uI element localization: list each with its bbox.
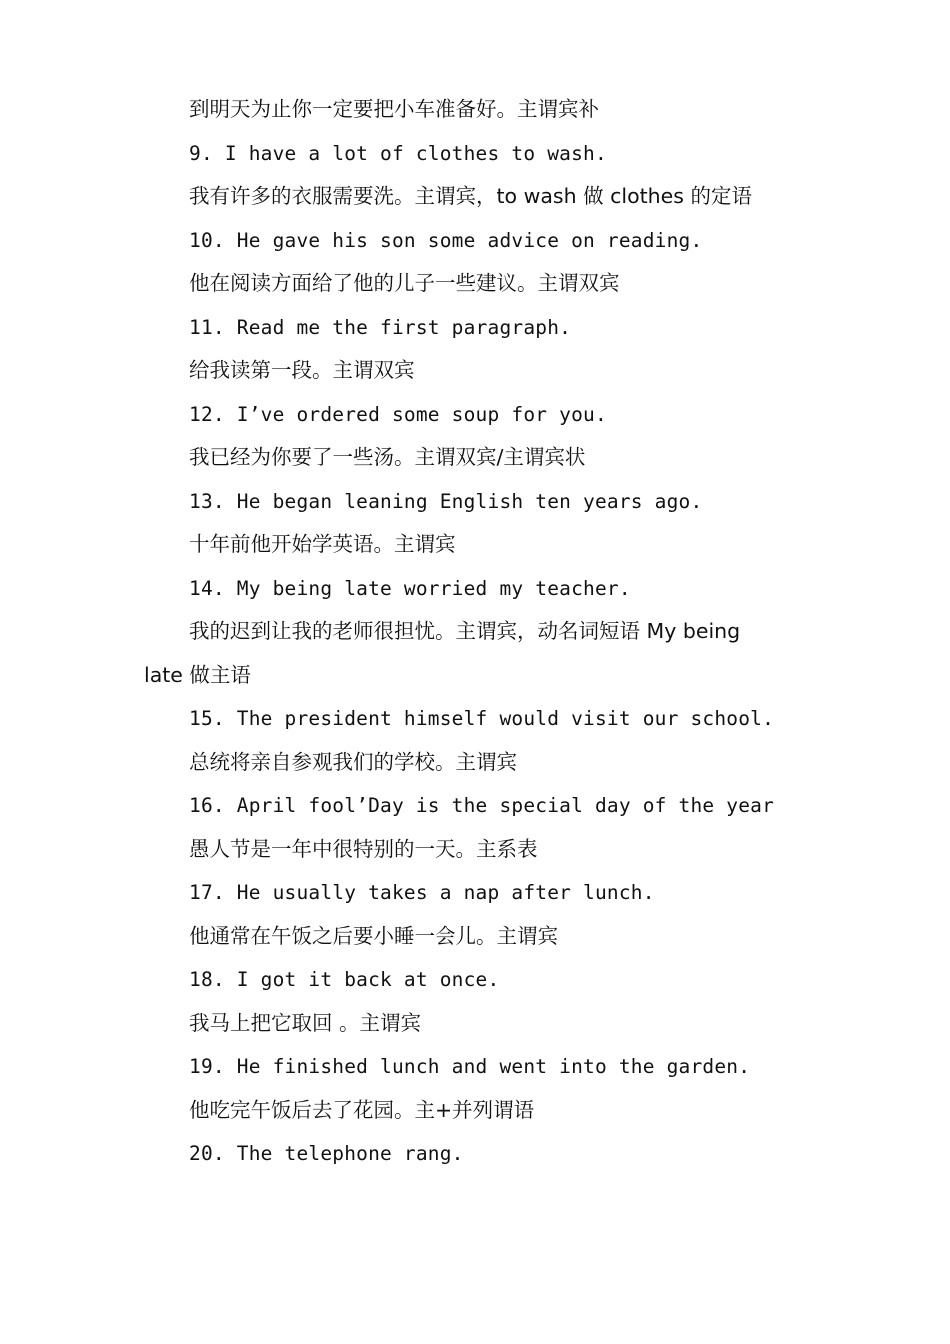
text-line: 他在阅读方面给了他的儿子一些建议。主谓双宾	[189, 271, 620, 295]
text-line: 总统将亲自参观我们的学校。主谓宾	[189, 749, 517, 774]
text-line: 17. He usually takes a nap after lunch.	[189, 881, 655, 904]
text-line: 20. The telephone rang.	[189, 1142, 464, 1165]
text-line: 我有许多的衣服需要洗。主谓宾，to wash 做 clothes 的定语	[189, 184, 752, 208]
text-line: 到明天为止你一定要把小车准备好。主谓宾补	[189, 97, 599, 121]
text-line: 14. My being late worried my teacher.	[189, 576, 631, 600]
text-line: 18. I got it back at once.	[189, 968, 500, 991]
text-line: 11. Read me the first paragraph.	[189, 315, 572, 339]
text-line: 我马上把它取回 。主谓宾	[189, 1010, 422, 1035]
text-line: 我已经为你要了一些汤。主谓双宾/主谓宾状	[189, 445, 586, 469]
text-line: 12. I’ve ordered some soup for you.	[189, 402, 607, 426]
text-line: late 做主语	[144, 662, 251, 687]
text-line: 十年前他开始学英语。主谓宾	[189, 532, 456, 556]
text-line: 他吃完午饭后去了花园。主+并列谓语	[189, 1097, 535, 1122]
text-line: 9. I have a lot of clothes to wash.	[189, 141, 607, 165]
text-line: 16. April fool’Day is the special day of the year	[189, 794, 775, 817]
text-line: 13. He began leaning English ten years ago.	[189, 489, 703, 513]
text-line: 愚人节是一年中很特别的一天。主系表	[189, 836, 538, 861]
text-line: 他通常在午饭之后要小睡一会儿。主谓宾	[189, 923, 558, 948]
text-line: 我的迟到让我的老师很担忧。主谓宾，动名词短语 My being	[189, 619, 741, 643]
text-line: 19. He finished lunch and went into the garden.	[189, 1055, 751, 1078]
document-body	[0, 88, 950, 1176]
text-line: 10. He gave his son some advice on reading.	[189, 228, 703, 252]
text-line: 15. The president himself would visit our school.	[189, 707, 775, 730]
text-line: 给我读第一段。主谓双宾	[189, 358, 415, 382]
